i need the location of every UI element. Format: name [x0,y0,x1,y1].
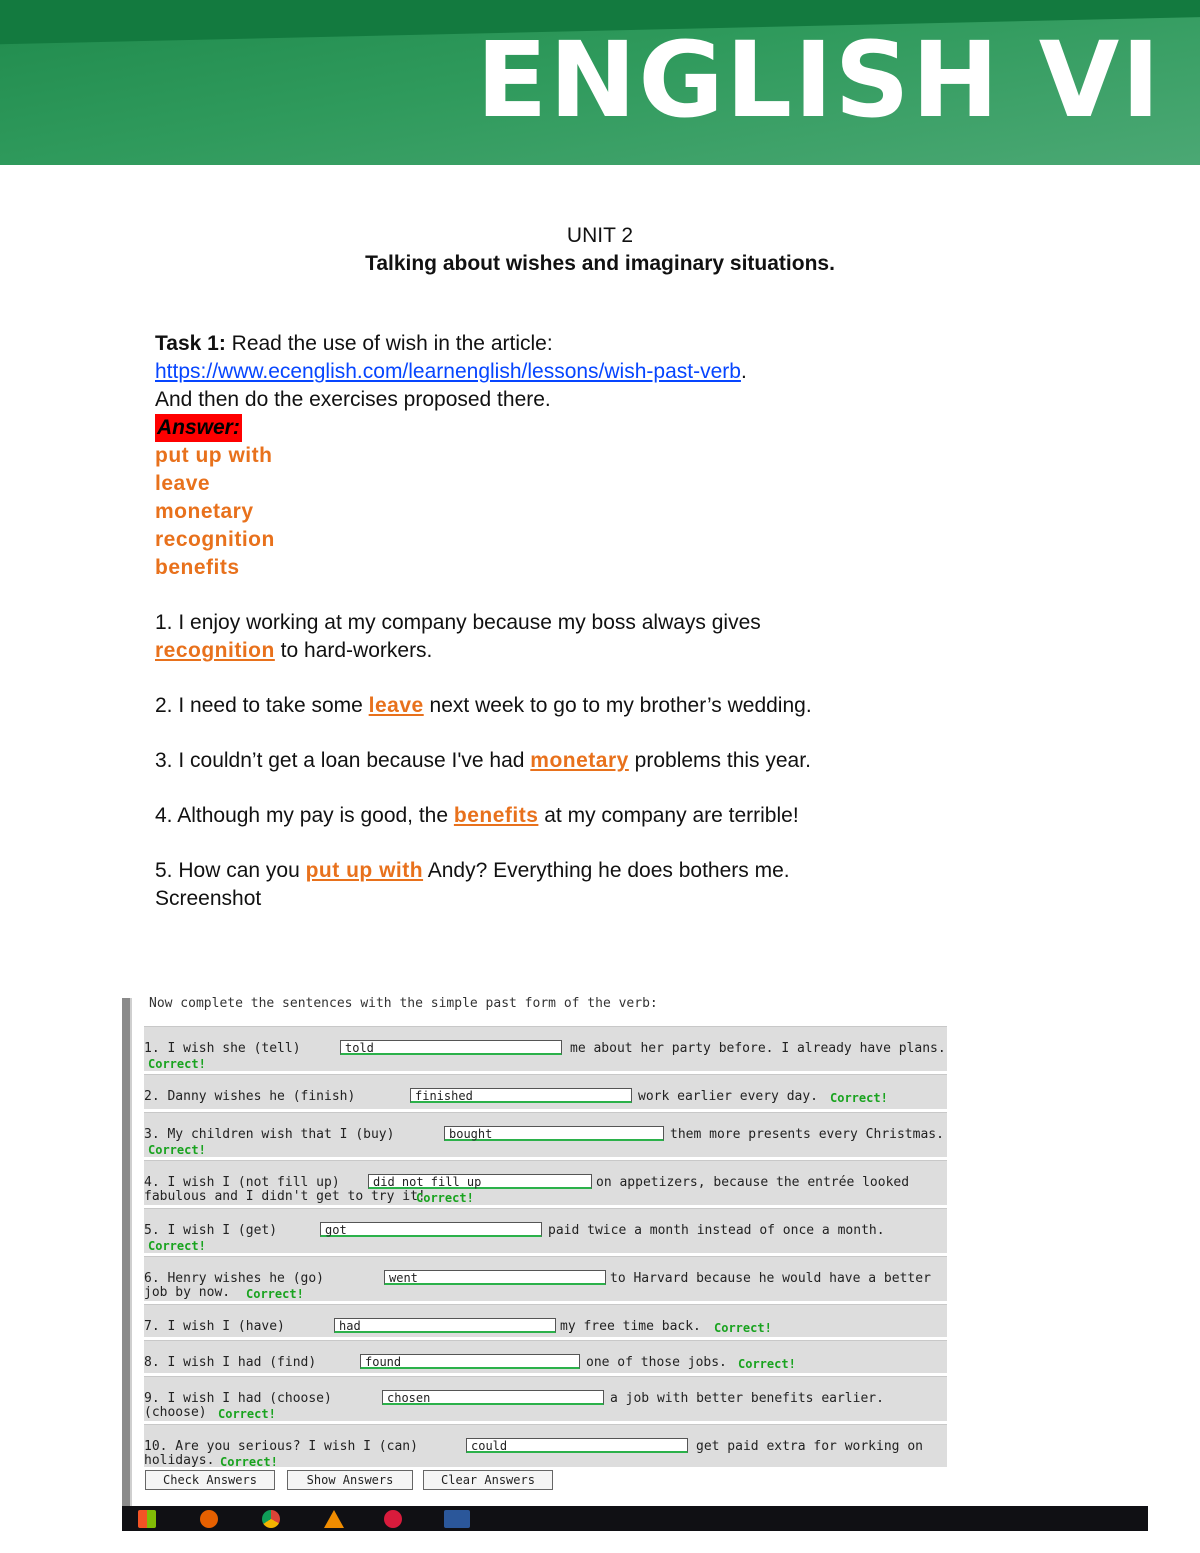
screenshot-label: Screenshot [155,887,262,910]
exercise-continuation: work earlier every day. [638,1089,819,1104]
app-icon[interactable] [384,1510,402,1528]
banner-title: ENGLISH VI [476,19,1162,141]
task-label: Task 1: [155,332,226,355]
task-intro: Task 1: Read the use of wish in the article: [155,332,553,355]
correct-feedback: Correct! [148,1143,206,1157]
exercise-continuation-line: (choose) [144,1405,207,1420]
exercise-prompt: 5. I wish I (get) [144,1223,278,1238]
answer-word: put up with [155,444,273,467]
filled-answer: leave [368,694,424,717]
filled-answer: monetary [530,749,629,772]
sentence-3: 3. I couldn’t get a loan because I've had monetary problems this year. [155,749,811,772]
chrome-icon[interactable] [262,1510,280,1528]
answer-input[interactable]: chosen [382,1390,604,1405]
sentence-5: 5. How can you put up with Andy? Everything he does bothers me. [155,859,790,882]
exercise-prompt: 9. I wish I had (choose) [144,1391,332,1406]
answer-input[interactable]: went [384,1270,606,1285]
exercise-continuation-line: job by now. [144,1285,231,1300]
article-link[interactable]: https://www.ecenglish.com/learnenglish/lessons/wish-past-verb [155,360,741,383]
answer-word: leave [155,472,211,495]
answer-input[interactable]: told [340,1040,562,1055]
exercise-continuation-line: holidays. [144,1453,215,1468]
exercise-continuation-line: fabulous and I didn't get to try it! [144,1189,426,1204]
correct-feedback: Correct! [220,1455,278,1469]
correct-feedback: Correct! [218,1407,276,1421]
exercise-row [144,1074,947,1109]
exercise-prompt: 3. My children wish that I (buy) [144,1127,395,1142]
sentence-1: 1. I enjoy working at my company because my boss always gives recognition to hard-workers. [155,611,761,662]
exercise-row [144,1340,947,1373]
exercise-row [144,1424,947,1467]
answer-label: Answer: [155,414,242,442]
answer-input[interactable]: found [360,1354,580,1369]
exercise-row [144,1376,947,1421]
exercise-row [144,1208,947,1253]
answer-word: recognition [155,528,275,551]
correct-feedback: Correct! [416,1191,474,1205]
sentence-2: 2. I need to take some leave next week to go to my brother’s wedding. [155,694,812,717]
exercise-continuation: a job with better benefits earlier. [610,1391,884,1406]
exercise-row [144,1160,947,1205]
firefox-icon[interactable] [200,1510,218,1528]
task-link-line: https://www.ecenglish.com/learnenglish/lessons/wish-past-verb. [155,360,747,383]
exercise-prompt: 4. I wish I (not fill up) [144,1175,340,1190]
exercise-continuation: on appetizers, because the entrée looked [596,1175,910,1190]
exercise-instruction: Now complete the sentences with the simple past form of the verb: [149,996,658,1011]
answer-input[interactable]: bought [444,1126,664,1141]
filled-answer: put up with [305,859,424,882]
task-instruction: And then do the exercises proposed there. [155,388,551,411]
task-content [155,330,875,913]
correct-feedback: Correct! [714,1321,772,1335]
exercise-continuation: them more presents every Christmas. [670,1127,944,1142]
filled-answer: recognition [155,639,275,662]
correct-feedback: Correct! [738,1357,796,1371]
show-answers-button[interactable]: Show Answers [287,1470,413,1490]
exercise-prompt: 8. I wish I had (find) [144,1355,317,1370]
exercise-prompt: 6. Henry wishes he (go) [144,1271,325,1286]
exercise-continuation: my free time back. [560,1319,701,1334]
exercise-continuation: paid twice a month instead of once a month. [548,1223,885,1238]
answer-input[interactable]: finished [410,1088,632,1103]
exercise-continuation: me about her party before. I already have plans. [570,1041,946,1056]
answer-word: monetary [155,500,254,523]
exercise-row [144,1026,947,1071]
window-scrollbar [122,998,132,1508]
exercise-prompt: 7. I wish I (have) [144,1319,285,1334]
exercise-row [144,1112,947,1157]
exercise-row [144,1256,947,1301]
exercise-row [144,1304,947,1337]
unit-heading: UNIT 2 [566,224,634,247]
start-icon[interactable] [138,1510,156,1528]
answer-input[interactable]: did not fill up [368,1174,592,1189]
correct-feedback: Correct! [830,1091,888,1105]
vlc-icon[interactable] [324,1510,344,1528]
answer-input[interactable]: could [466,1438,688,1453]
exercise-continuation: to Harvard because he would have a better [610,1271,931,1286]
filled-answer: benefits [453,804,539,827]
correct-feedback: Correct! [148,1239,206,1253]
clear-answers-button[interactable]: Clear Answers [423,1470,553,1490]
answer-input[interactable]: had [334,1318,556,1333]
exercise-continuation: get paid extra for working on [696,1439,923,1454]
taskbar [122,1506,1148,1531]
sentence-4: 4. Although my pay is good, the benefits at my company are terrible! [155,804,799,827]
exercise-continuation: one of those jobs. [586,1355,727,1370]
exercise-prompt: 10. Are you serious? I wish I (can) [144,1439,418,1454]
header-banner [0,0,1200,165]
correct-feedback: Correct! [246,1287,304,1301]
answer-input[interactable]: got [320,1222,542,1237]
answer-word: benefits [155,556,240,579]
check-answers-button[interactable]: Check Answers [145,1470,275,1490]
word-icon[interactable] [444,1510,470,1528]
exercise-prompt: 1. I wish she (tell) [144,1041,301,1056]
exercise-prompt: 2. Danny wishes he (finish) [144,1089,356,1104]
correct-feedback: Correct! [148,1057,206,1071]
unit-subtitle: Talking about wishes and imaginary situations. [365,252,835,275]
exercise-screenshot [122,998,1148,1530]
answer-line [155,414,875,442]
